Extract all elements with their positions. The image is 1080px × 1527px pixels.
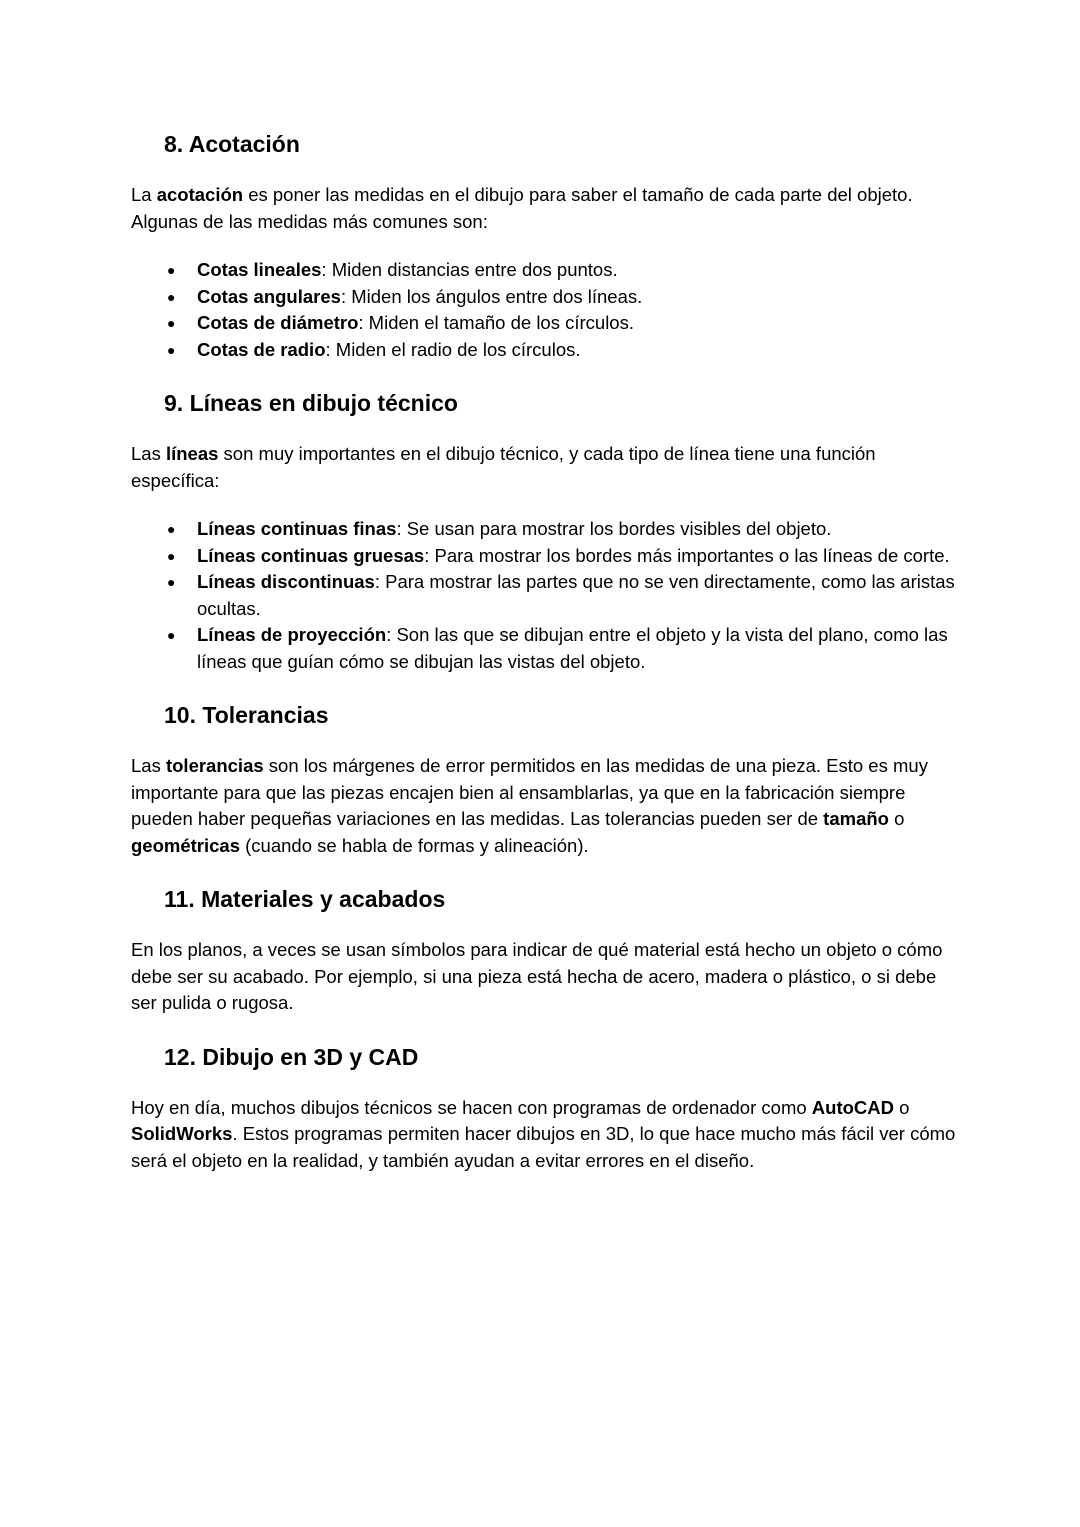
bold-term: geométricas [131, 834, 240, 856]
bold-term: AutoCAD [811, 1096, 894, 1118]
document-content [131, 126, 961, 1174]
list-item [131, 622, 961, 675]
list-item [131, 257, 961, 284]
text-run: : Miden el radio de los círculos. [325, 338, 581, 360]
bold-term: Líneas discontinuas [197, 571, 375, 592]
list-item [131, 337, 961, 364]
section-heading: 12. Dibujo en 3D y CAD [164, 1043, 419, 1070]
text-run: : Se usan para mostrar los bordes visibles del objeto. [396, 518, 832, 539]
bullet-icon: ● [167, 315, 176, 331]
bullet-icon: ● [167, 262, 176, 278]
bullet-icon: ● [167, 547, 176, 564]
list-item [131, 516, 961, 543]
text-run: : Son las que se dibujan entre el objeto y la vista del plano, como las líneas que guían cómo se dibujan las vistas del objeto. [197, 624, 948, 672]
bullet-icon: ● [167, 574, 176, 590]
bullet-icon: ● [167, 627, 176, 643]
bold-term: acotación [156, 184, 244, 205]
section-paragraph [131, 1095, 961, 1175]
bold-term: Cotas angulares [197, 285, 341, 307]
section-paragraph [131, 441, 961, 494]
text-run: son los márgenes de error permitidos en las medidas de una pieza. Esto es muy importante para que las piezas encajen bien al ensamblarlas, ya que en la fabricación siempre pueden haber pequeñas variaciones en las medidas. Las tolerancias pueden ser de [131, 755, 928, 829]
bold-term: Cotas de diámetro [197, 312, 359, 333]
text-run: : Para mostrar las partes que no se ven directamente, como las aristas ocultas. [197, 571, 955, 619]
bullet-list [131, 516, 961, 675]
text-run: es poner las medidas en el dibujo para saber el tamaño de cada parte del objeto. Algunas de las medidas más comunes son: [131, 184, 913, 232]
text-run: : Para mostrar los bordes más importantes o las líneas de corte. [424, 544, 950, 566]
bold-term: Líneas continuas gruesas [197, 544, 425, 566]
bullet-icon: ● [167, 521, 176, 537]
text-run: son muy importantes en el dibujo técnico, y cada tipo de línea tiene una función específica: [131, 443, 876, 491]
text-run: o [893, 1096, 910, 1118]
bold-term: Líneas continuas finas [197, 518, 397, 539]
bold-term: líneas [165, 443, 219, 464]
text-run: . Estos programas permiten hacer dibujos en 3D, lo que hace mucho más fácil ver cómo será el objeto en la realidad, y también ayudan a evitar errores en el diseño. [131, 1123, 956, 1171]
text-run: La [131, 184, 157, 205]
bullet-icon: ● [167, 341, 176, 358]
text-run: : Miden el tamaño de los círculos. [358, 312, 634, 333]
section-heading: 11. Materiales y acabados [164, 886, 446, 912]
bullet-icon: ● [167, 288, 176, 305]
section-paragraph [131, 937, 961, 1017]
section-heading: 9. Líneas en dibujo técnico [164, 390, 458, 416]
section-heading: 8. Acotación [164, 131, 300, 157]
bold-term: SolidWorks [131, 1123, 233, 1144]
bold-term: Líneas de proyección [197, 624, 387, 645]
text-run: Las [131, 443, 166, 464]
list-item [131, 569, 961, 622]
text-run: Las [131, 755, 166, 776]
text-run: : Miden distancias entre dos puntos. [321, 259, 618, 280]
bold-term: tamaño [823, 808, 889, 829]
text-run: o [888, 808, 905, 829]
text-run: : Miden los ángulos entre dos líneas. [340, 285, 643, 307]
bold-term: tolerancias [165, 755, 264, 776]
list-item [131, 310, 961, 337]
list-item [131, 284, 961, 311]
text-run: En los planos, a veces se usan símbolos para indicar de qué material está hecho un objeto o cómo debe ser su acabado. Por ejemplo, si una pieza está hecha de acero, madera o plástico, o si debe ser pulida o rugosa. [131, 939, 943, 1013]
list-item [131, 543, 961, 570]
text-run: Hoy en día, muchos dibujos técnicos se hacen con programas de ordenador como [131, 1096, 812, 1118]
section-paragraph [131, 753, 961, 859]
section-heading: 10. Tolerancias [164, 702, 329, 728]
bullet-list [131, 257, 961, 363]
text-run: (cuando se habla de formas y alineación). [240, 834, 589, 856]
section-paragraph [131, 182, 961, 235]
bold-term: Cotas de radio [197, 338, 326, 360]
bold-term: Cotas lineales [197, 259, 322, 280]
